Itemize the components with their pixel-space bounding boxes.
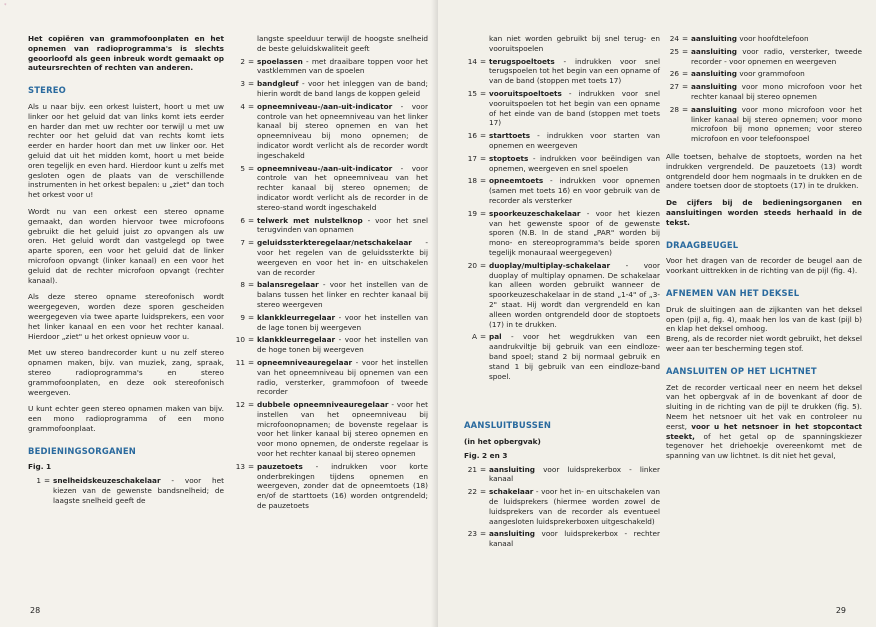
list-item (232, 335, 428, 355)
item-description: - indrukken voor korte onderbrekingen tijdens opnemen en weergeven, zonder dat de opneemtoets (18) en/of de starttoets (16) worden ontgrendeld; de pauzetoets (257, 461, 428, 511)
list-item (232, 358, 428, 397)
item-description: - voor het regelen van de geluidssterkte bij weergeven en voor het in- en uitschakelen van de recorder (257, 238, 428, 277)
left-column-1 (28, 34, 224, 509)
list-item (464, 261, 660, 330)
controls-list (28, 476, 224, 505)
list-item (232, 164, 428, 213)
equals-sign: = (247, 56, 255, 66)
equals-sign: = (479, 208, 487, 218)
controls-list (232, 57, 428, 511)
item-number: 23 (467, 529, 477, 539)
equals-sign: = (247, 335, 255, 345)
item-term: vooruitspoeltoets (489, 88, 562, 98)
item-description: - indrukken voor beëindigen van opnemen, weergeven en snel spoelen (489, 153, 660, 173)
right-column-1 (464, 34, 660, 552)
equals-sign: = (247, 312, 255, 322)
page-number: 29 (835, 606, 846, 615)
item-text (691, 34, 862, 44)
list-item (666, 82, 862, 102)
item-description: voor luidsprekerbox - rechter kanaal (489, 529, 660, 549)
item-term: opneemniveauregelaar (257, 357, 353, 367)
stereo-paragraph: U kunt echter geen stereo opnamen maken van bijv. een mono radioprogramma of een mono grammofoonplaat. (28, 404, 224, 433)
sockets-subheading: (in het opbergvak) (464, 437, 541, 447)
stereo-paragraph: Met uw stereo bandrecorder kunt u nu zelf stereo opnamen maken, bijv. van muziek, zang, spraak, stereo radioprogramma's en stereo grammofoonplaten, en deze ook stereofonisch weergeven. (28, 348, 224, 397)
item-text (257, 102, 428, 161)
list-item (464, 89, 660, 128)
stereo-heading: STEREO (28, 85, 66, 96)
item-text (489, 176, 660, 205)
item-description: - voor het instellen van de hoge tonen bij weergeven (257, 335, 428, 355)
list-item (28, 476, 224, 505)
item-number: 16 (467, 131, 477, 141)
item-text (489, 154, 660, 174)
item-description: voor mono microfoon voor het rechter kanaal bij stereo opnemen (691, 82, 862, 101)
item-text (257, 57, 428, 77)
item-description: voor hoofdtelefoon (737, 34, 809, 43)
item-term: stoptoets (489, 153, 529, 163)
item-number: 11 (235, 357, 245, 367)
item-text (489, 487, 660, 526)
equals-sign: = (479, 56, 487, 66)
equals-sign: = (247, 357, 255, 367)
item-number: 27 (669, 82, 679, 92)
equals-sign: = (479, 487, 487, 497)
item-text (691, 47, 862, 67)
stereo-paragraph: Als deze stereo opname stereofonisch wordt weergegeven, worden deze sporen gescheiden weergegeven via twee aparte luidsprekers, een voor het linker kanaal en een voor het rechter kanaal. Hierdoor „ziet" u het orkest opnieuw voor u. (28, 292, 224, 341)
equals-sign: = (479, 88, 487, 98)
item-term: opneemtoets (489, 176, 544, 186)
list-item (464, 529, 660, 549)
item-number: 22 (467, 487, 477, 497)
equals-sign: = (247, 101, 255, 111)
list-item (666, 47, 862, 67)
equals-sign: = (681, 46, 689, 56)
item-description: - voor het instellen van het opneemniveau bij microfoonopnamen; de bovenste regelaar is voor het linker kanaal bij stereo opnemen en voor mono opnemen, de onderste regelaar is voor het rechter kanaal bij stereo opnemen (257, 400, 428, 459)
item-term: geluidssterkteregelaar/netschakelaar (257, 238, 412, 248)
item-term: balansregelaar (257, 280, 319, 290)
item-number: 9 (240, 312, 245, 322)
item-term: aansluiting (489, 464, 535, 474)
item-term: snelheidskeuzeschakelaar (53, 476, 161, 486)
item-description: - voor controle van het opneemniveau van het linker kanaal bij stereo opnemen en van het opneemniveau bij mono opnemen; de indicator wordt verlicht als de recorder wordt ingeschakeld (257, 101, 428, 160)
item-number: 20 (467, 260, 477, 270)
list-item (232, 280, 428, 309)
item-number: 18 (467, 176, 477, 186)
equals-sign: = (681, 69, 689, 79)
list-item (232, 400, 428, 459)
carry-handle-text: Voor het dragen van de recorder de beugel aan de voorkant uittrekken in de richting van de pijl (fig. 4). (666, 256, 862, 276)
locking-note: Alle toetsen, behalve de stoptoets, worden na het indrukken vergrendeld. De pauzetoets (13) wordt ontgrendeld door hem nogmaals in te drukken en de andere toetsen door de stoptoets (17) in te drukken. (666, 151, 862, 191)
equals-sign: = (681, 34, 689, 43)
stereo-text (28, 102, 224, 434)
equals-sign: = (479, 332, 487, 342)
item-number: 5 (240, 163, 245, 173)
item-number: 14 (467, 56, 477, 66)
item-number: 24 (669, 34, 679, 43)
list-item (464, 34, 660, 54)
item-number: 26 (669, 69, 679, 79)
list-item (666, 34, 862, 44)
item-term: spoorkeuzeschakelaar (489, 208, 581, 218)
stereo-paragraph: Wordt nu van een orkest een stereo opname gemaakt, dan worden hiervoor twee microfoons gebruikt die het geluid juist zo opvangen als uw oren. Het geluid wordt dan vastgelegd op twee aparte sporen, een voor het geluid dat de linker microfoon opvangt (linker kanaal) en een voor het geluid dat de rechter microfoon opvangt (rechter kanaal). (28, 206, 224, 285)
item-text (489, 529, 660, 549)
item-description: - indrukken voor starten van opnemen en weergeven (489, 131, 660, 150)
page-number: 28 (30, 606, 41, 615)
item-description: voor luidsprekerbox - linker kanaal (489, 464, 660, 484)
item-description: - voor het snel terugvinden van opnamen (257, 215, 428, 235)
item-term: aansluiting (691, 82, 737, 92)
list-item (232, 79, 428, 99)
item-description: - indrukken voor snel vooruitspoelen tot het begin van een opname of het einde van de band (stoppen met toets 17) (489, 88, 660, 128)
item-description: - indrukken voor opnemen (samen met toets 16) en voor gebruik van de recorder als versterker (489, 176, 660, 205)
mains-text: Zet de recorder verticaal neer en neem het deksel van het opbergvak af in de bovenkant af door de sluiting in de richting van de pijl te drukken (fig. 5). Neem het netsnoer uit het vak en controleer nu eerst, voor u het netsnoer in het stopcontact steekt, of het getal op de spanningskiezer tegenover het driehoekje overeenkomt met de spanning van uw lichtnet. Is dit niet het geval, (666, 382, 863, 461)
right-page (438, 0, 876, 627)
item-description: - voor het instellen van het opneemniveau bij opnemen van een radio, versterker, grammofoon of tweede recorder (257, 357, 428, 397)
item-text (691, 69, 862, 79)
list-item (232, 102, 428, 161)
item-number: A (472, 332, 477, 342)
item-text (257, 462, 428, 511)
item-term: bandgleuf (257, 79, 299, 89)
list-item (666, 69, 862, 79)
equals-sign: = (247, 400, 255, 410)
item-term: schakelaar (489, 487, 534, 497)
item-number: 4 (240, 101, 245, 111)
item-text (257, 216, 428, 236)
item-number: 10 (235, 335, 245, 345)
controls-list (464, 57, 660, 382)
item-number: 15 (467, 88, 477, 98)
item-number: 6 (240, 215, 245, 225)
equals-sign: = (43, 476, 51, 486)
item-text (257, 164, 428, 213)
sockets-heading: AANSLUITBUSSEN (464, 420, 552, 431)
item-term: dubbele opneemniveauregelaar (257, 400, 389, 410)
item-text (489, 332, 660, 381)
item-number: 8 (240, 280, 245, 290)
item-number: 25 (669, 46, 679, 56)
copyright-notice: Het copiëren van grammofoonplaten en het opnemen van radioprogramma's is slechts geoorloofd als geen inbreuk wordt gemaakt op auteursrechten of rechten van anderen. (28, 34, 224, 73)
item-term: telwerk met nulstelknop (257, 215, 363, 225)
item-text (257, 358, 428, 397)
item-number: 19 (467, 208, 477, 218)
item-number: 17 (467, 153, 477, 163)
item-term: terugspoeltoets (489, 56, 555, 66)
item-term: starttoets (489, 131, 531, 141)
item-description: - voor het wegdrukken van een aandrukviltje bij gebruik van een eindloze-band spoel; stand 2 bij normaal gebruik en stand 1 bij gebruik van een eindloze-band spoel. (489, 332, 660, 381)
item-term: aansluiting (691, 34, 737, 43)
item-number: 2 (240, 56, 245, 66)
item-term: pauzetoets (257, 461, 303, 471)
item-description: - voor het instellen van de lage tonen bij weergeven (257, 312, 428, 332)
item-number: 12 (235, 400, 245, 410)
fig-label: Fig. 1 (28, 462, 52, 472)
item-description: - indrukken voor snel terugspoelen tot het begin van een opname of van de band (stoppen met toets 17) (489, 56, 660, 86)
item-description: - voor het kiezen van de gewenste bandsnelheid; de laagste snelheid geeft de (53, 476, 224, 505)
item-description: - met draaibare toppen voor het vastklemmen van de spoelen (257, 56, 428, 76)
equals-sign: = (247, 215, 255, 225)
item-term: aansluiting (691, 46, 737, 56)
item-term: aansluiting (691, 104, 737, 114)
equals-sign: = (681, 104, 689, 114)
sockets-list (464, 465, 660, 549)
item-term: duoplay/multiplay-schakelaar (489, 260, 611, 270)
equals-sign: = (479, 260, 487, 270)
equals-sign: = (247, 79, 255, 89)
item-term: opneemniveau-/aan-uit-indicator (257, 163, 393, 173)
item-description: - voor controle van het opneemniveau van het rechter kanaal bij stereo opnemen; de indicator wordt verlicht als de recorder in de stereo-stand wordt ingeschakeld (257, 163, 428, 212)
corner-mark: * (4, 3, 7, 9)
item-text (257, 280, 428, 309)
item-description: - voor duoplay of multiplay opnamen. De schakelaar kan alleen worden gebruikt wanneer de spoorkeuzeschakelaar in de stand „1-4" of „3-2" staat. Hij wordt dan vergrendeld en kan alleen worden ontgrendeld door de stoptoets (17) in te drukken. (489, 260, 660, 329)
equals-sign: = (479, 153, 487, 163)
item-text (257, 400, 428, 459)
item-description: - voor het instellen van de balans tussen het linker en rechter kanaal bij stereo weergeven (257, 280, 428, 309)
item-text (489, 89, 660, 128)
item-number: 1 (36, 476, 41, 486)
numbering-note: De cijfers bij de bedieningsorganen en aansluitingen worden steeds herhaald in de tekst. (666, 198, 862, 227)
list-item (464, 57, 660, 86)
list-item (464, 176, 660, 205)
list-item (232, 57, 428, 77)
item-number: 7 (240, 238, 245, 248)
equals-sign: = (247, 238, 255, 248)
item-text (489, 131, 660, 151)
item-text (489, 57, 660, 86)
item-term: opneemniveau-/aan-uit-indicator (257, 101, 393, 111)
equals-sign: = (479, 464, 487, 474)
equals-sign: = (681, 82, 689, 92)
equals-sign: = (479, 529, 487, 539)
equals-sign: = (479, 176, 487, 186)
item-description: voor radio, versterker, tweede recorder - voor opnemen en weergeven (691, 46, 862, 66)
item-text (489, 465, 660, 485)
controls-heading: BEDIENINGSORGANEN (28, 445, 136, 456)
continued-text: kan niet worden gebruikt bij snel terug- en vooruitspoelen (489, 34, 660, 53)
item-term: aansluiting (489, 529, 535, 539)
stereo-paragraph: Als u naar bijv. een orkest luistert, hoort u met uw linker oor het geluid dat van links komt iets eerder en harder dan met uw rechter oor terwijl u met uw rechter oor het geluid dat van rechts komt iets eerder en harder hoort dan met uw linker oor. Het geluid dat uit het midden komt, hoort u met beide oren tegelijk en even hard. Hierdoor kunt u zelfs met gesloten ogen de plaats van de verschillende instrumenten in het orkest bepalen: u „ziet" dan toch het orkest voor u! (28, 101, 224, 200)
item-text (257, 238, 428, 277)
list-item (232, 216, 428, 236)
lid-heading: AFNEMEN VAN HET DEKSEL (666, 287, 800, 298)
item-term: aansluiting (691, 69, 737, 79)
list-item (464, 465, 660, 485)
item-term: pal (489, 332, 502, 342)
item-text (53, 476, 224, 505)
mains-heading: AANSLUITEN OP HET LICHTNET (666, 365, 817, 376)
list-item (464, 487, 660, 526)
list-item (232, 462, 428, 511)
left-column-2 (232, 34, 428, 514)
item-text (489, 209, 660, 258)
item-number: 21 (467, 464, 477, 474)
equals-sign: = (247, 280, 255, 290)
item-text (691, 82, 862, 102)
list-item (232, 34, 428, 54)
item-number: 28 (669, 104, 679, 114)
list-item (232, 238, 428, 277)
lid-text: Druk de sluitingen aan de zijkanten van het deksel open (pijl a, fig. 4), maak hen los van de kast (pijl b) en klap het deksel omhoog. (666, 304, 862, 334)
list-item (464, 332, 660, 381)
list-item (232, 313, 428, 333)
item-text (257, 313, 428, 333)
item-text (489, 261, 660, 330)
sockets-list (666, 34, 862, 144)
item-number: 13 (235, 461, 245, 471)
item-description: voor grammofoon (737, 69, 805, 79)
carry-handle-heading: DRAAGBEUGEL (666, 239, 739, 250)
continued-text: langste speelduur terwijl de hoogste snelheid de beste geluidskwaliteit geeft (257, 34, 428, 53)
item-description: voor mono microfoon voor het linker kanaal bij stereo opnemen; voor mono microfoon bij mono opnemen; voor stereo microfoon en voor telefoonspoel (691, 104, 862, 144)
item-term: spoelassen (257, 56, 303, 66)
list-item (666, 105, 862, 144)
item-text (691, 105, 862, 144)
item-text (257, 79, 428, 99)
right-column-2 (666, 34, 862, 468)
item-description: - voor het in- en uitschakelen van de luidsprekers (hiermee worden zowel de luidsprekers van de recorder als eventueel aangesloten luidsprekerboxen uitgeschakeld) (489, 487, 660, 526)
list-item (464, 154, 660, 174)
item-number: 3 (240, 79, 245, 89)
lid-text-2: Breng, als de recorder niet wordt gebruikt, het deksel weer aan ter bescherming tegen stof. (666, 334, 862, 353)
list-item (464, 131, 660, 151)
sockets-fig-label: Fig. 2 en 3 (464, 450, 508, 460)
equals-sign: = (479, 131, 487, 141)
list-item (464, 209, 660, 258)
item-text (257, 335, 428, 355)
equals-sign: = (247, 163, 255, 173)
item-description: - voor het kiezen van het gewenste spoor of de gewenste sporen (N.B. In de stand „PAR" worden bij mono- en stereoprogramma's beide sporen tegelijk monauraal weergegeven) (489, 208, 660, 257)
item-term: klankkleurregelaar (257, 335, 336, 345)
item-description: - voor het inleggen van de band; hierin wordt de band langs de koppen geleid (257, 79, 428, 98)
equals-sign: = (247, 461, 255, 471)
item-term: klankkleurregelaar (257, 312, 336, 322)
